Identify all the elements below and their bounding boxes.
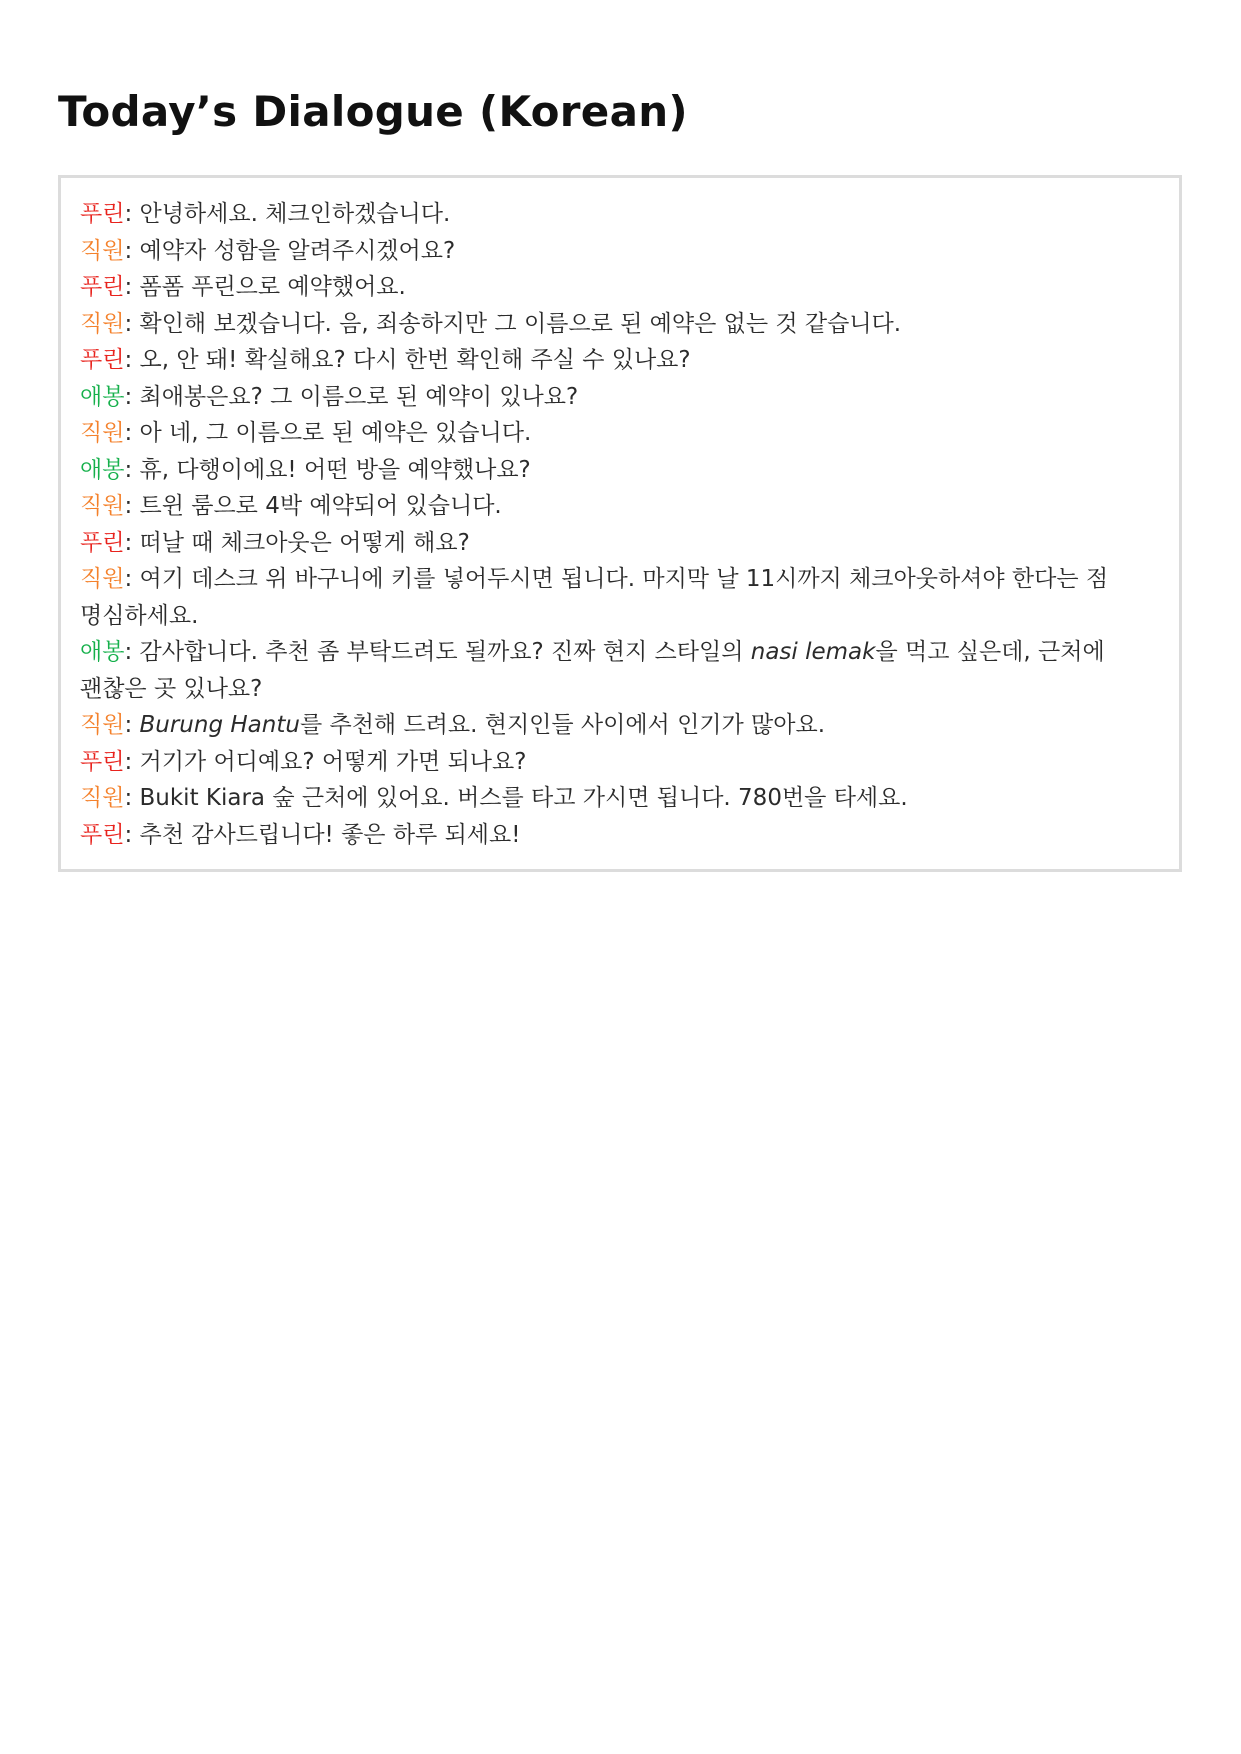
dialogue-line <box>80 452 1161 489</box>
utterance-text: 확인해 보겠습니다. 음, 죄송하지만 그 이름으로 된 예약은 없는 것 같습니다. <box>139 310 902 337</box>
utterance-text: 을 먹고 싶은데, 근처에 괜찮은 곳 있나요? <box>80 639 1105 702</box>
utterance-text: 트윈 룸으로 4박 예약되어 있습니다. <box>139 493 502 519</box>
speaker-separator: : <box>124 237 140 264</box>
speaker-separator: : <box>124 639 140 665</box>
speaker-name: 푸린 <box>80 347 125 373</box>
speaker-name: 푸린 <box>80 529 125 556</box>
speaker-separator: : <box>124 383 140 410</box>
dialogue-line <box>80 233 1161 270</box>
speaker-name: 애봉 <box>80 383 125 410</box>
utterance-text: 추천 감사드립니다! 좋은 하루 되세요! <box>139 821 521 848</box>
speaker-separator: : <box>124 347 140 373</box>
speaker-separator: : <box>124 274 140 300</box>
utterance-text: 여기 데스크 위 바구니에 키를 넣어두시면 됩니다. 마지막 날 11시까지 체크아웃하셔야 한다는 점 명심하세요. <box>80 566 1109 629</box>
utterance-text: 안녕하세요. 체크인하겠습니다. <box>139 201 451 227</box>
utterance-text: 예약자 성함을 알려주시겠어요? <box>139 237 456 264</box>
speaker-name: 직원 <box>80 785 125 811</box>
utterance-text: 거기가 어디예요? 어떻게 가면 되나요? <box>139 748 527 775</box>
speaker-separator: : <box>124 529 140 556</box>
speaker-name: 직원 <box>80 493 125 519</box>
dialogue-line <box>80 780 1161 817</box>
speaker-separator: : <box>124 493 140 519</box>
dialogue-line <box>80 488 1161 525</box>
speaker-separator: : <box>124 201 140 227</box>
speaker-name: 직원 <box>80 712 125 738</box>
speaker-name: 푸린 <box>80 821 125 848</box>
speaker-separator: : <box>124 566 140 592</box>
speaker-separator: : <box>124 785 140 811</box>
dialogue-line <box>80 415 1161 452</box>
utterance-text: 를 추천해 드려요. 현지인들 사이에서 인기가 많아요. <box>299 712 826 738</box>
italic-term: Burung Hantu <box>139 712 300 738</box>
speaker-separator: : <box>124 310 140 337</box>
utterance-text: Bukit Kiara 숲 근처에 있어요. 버스를 타고 가시면 됩니다. 780번을 타세요. <box>139 785 908 811</box>
speaker-separator: : <box>124 748 140 775</box>
dialogue-line <box>80 306 1161 343</box>
dialogue-line <box>80 269 1161 306</box>
speaker-name: 푸린 <box>80 274 125 300</box>
speaker-name: 직원 <box>80 566 125 592</box>
speaker-separator: : <box>124 821 140 848</box>
utterance-text: 폼폼 푸린으로 예약했어요. <box>139 274 406 300</box>
speaker-name: 푸린 <box>80 201 125 227</box>
page-title: Today’s Dialogue (Korean) <box>58 87 688 136</box>
dialogue-line <box>80 379 1161 416</box>
utterance-text: 아 네, 그 이름으로 된 예약은 있습니다. <box>139 420 532 446</box>
speaker-name: 푸린 <box>80 748 125 775</box>
dialogue-line <box>80 196 1161 233</box>
utterance-text: 떠날 때 체크아웃은 어떻게 해요? <box>139 529 470 556</box>
utterance-text: 휴, 다행이에요! 어떤 방을 예약했나요? <box>139 456 531 483</box>
speaker-separator: : <box>124 420 140 446</box>
speaker-separator: : <box>124 456 140 483</box>
dialogue-line <box>80 707 1161 744</box>
italic-term: nasi lemak <box>750 639 876 665</box>
speaker-name: 직원 <box>80 310 125 337</box>
dialogue-line <box>80 817 1161 854</box>
dialogue-line <box>80 744 1161 781</box>
speaker-name: 직원 <box>80 237 125 264</box>
utterance-text: 최애봉은요? 그 이름으로 된 예약이 있나요? <box>139 383 579 410</box>
dialogue-line <box>80 342 1161 379</box>
speaker-name: 애봉 <box>80 639 125 665</box>
dialogue-line <box>80 561 1161 634</box>
utterance-text: 감사합니다. 추천 좀 부탁드려도 될까요? 진짜 현지 스타일의 <box>139 639 751 665</box>
speaker-name: 애봉 <box>80 456 125 483</box>
speaker-separator: : <box>124 712 140 738</box>
dialogue-line <box>80 634 1161 707</box>
speaker-name: 직원 <box>80 420 125 446</box>
dialogue-box <box>58 175 1182 872</box>
dialogue-line <box>80 525 1161 562</box>
utterance-text: 오, 안 돼! 확실해요? 다시 한번 확인해 주실 수 있나요? <box>139 347 691 373</box>
